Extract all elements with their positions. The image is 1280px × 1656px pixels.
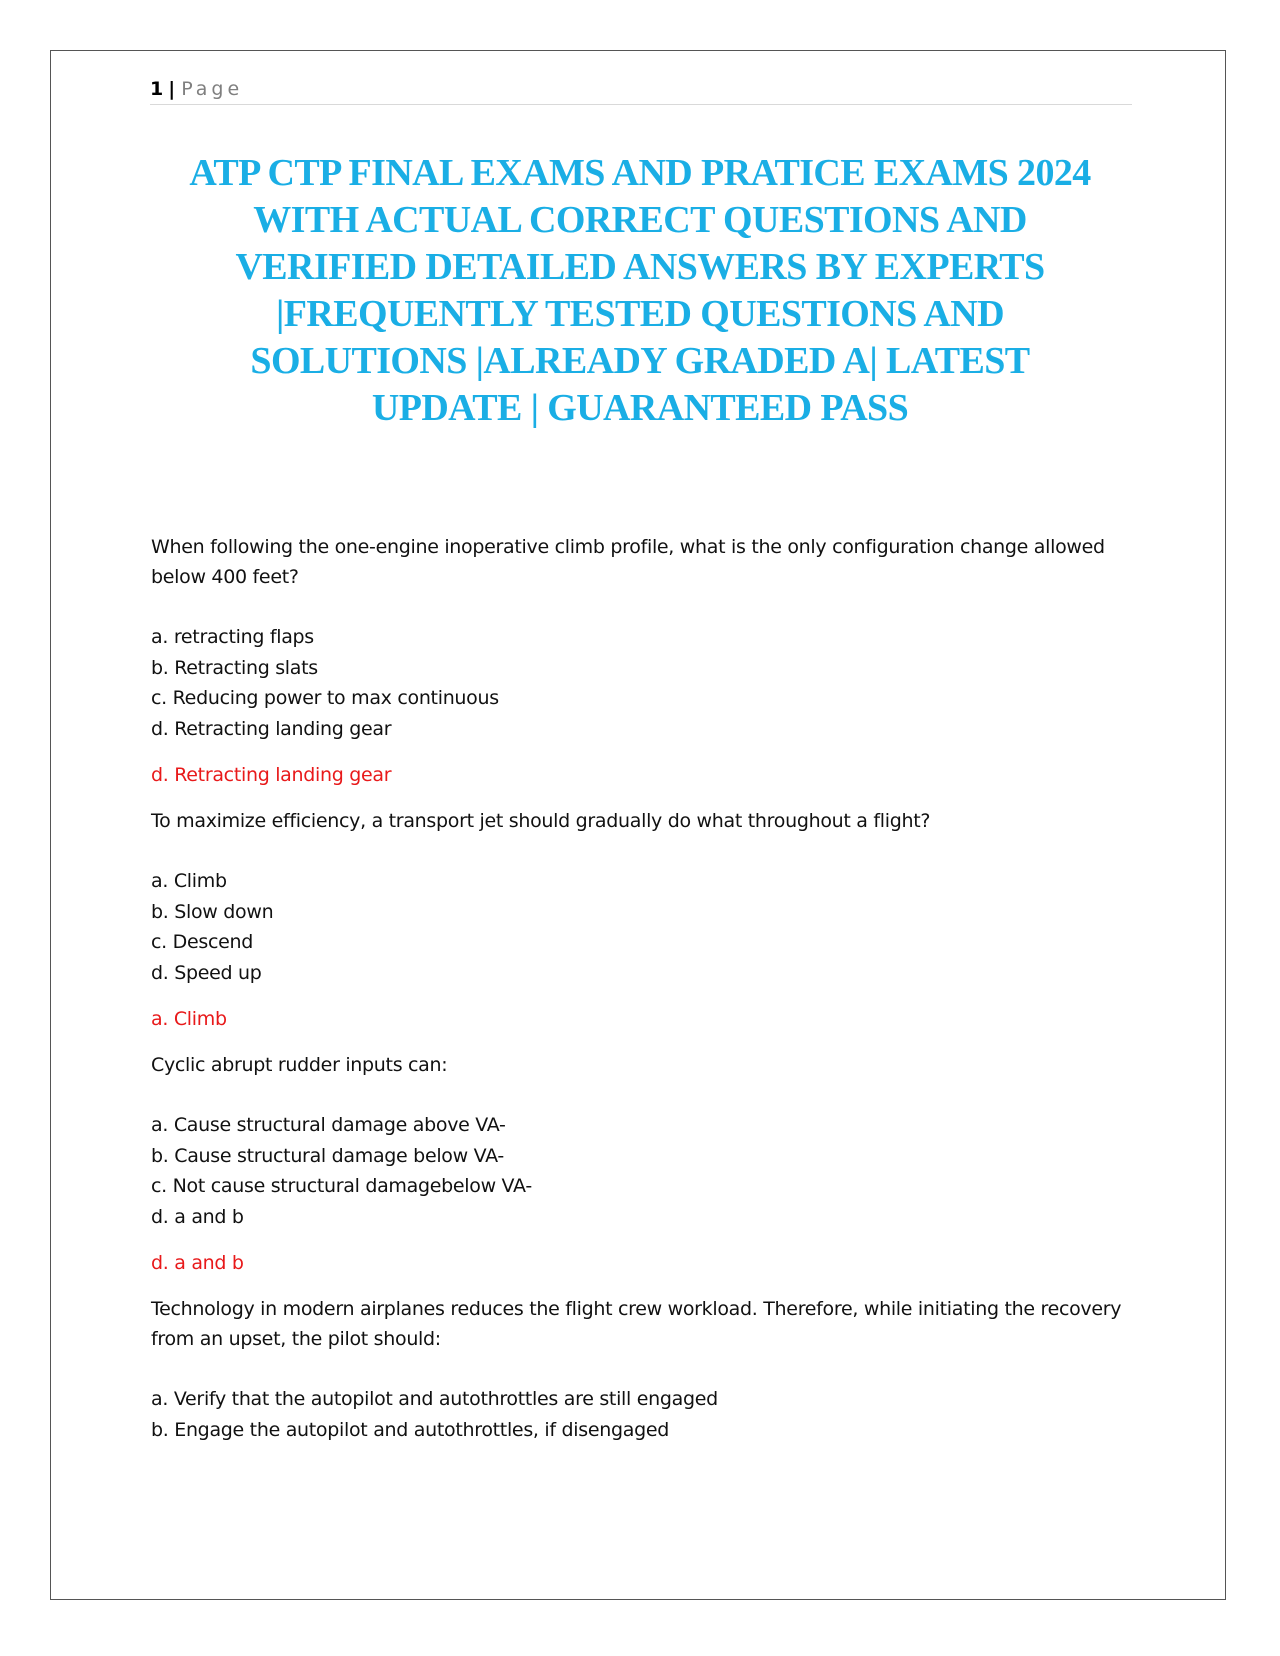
option-item: a. Cause structural damage above VA- (151, 1114, 506, 1136)
question-text: Technology in modern airplanes reduces the flight crew workload. Therefore, while initiating the recovery from an upset, the pilot should: (151, 1298, 1122, 1350)
option-item: d. Speed up (151, 961, 262, 984)
question-text: Cyclic abrupt rudder inputs can: (151, 1054, 448, 1076)
option-item: c. Descend (151, 931, 253, 953)
correct-answer: d. Retracting landing gear (151, 764, 392, 786)
question-block (151, 1294, 1136, 1445)
title-line: |FREQUENTLY TESTED QUESTIONS AND (276, 293, 1004, 335)
header-separator: | (168, 78, 176, 100)
question-text: When following the one-engine inoperative climb profile, what is the only configuration change allowed below 400 feet? (151, 536, 1105, 588)
correct-answer: a. Climb (151, 1008, 227, 1030)
option-list (151, 866, 1136, 988)
option-item: a. Climb (151, 870, 227, 892)
page-number: 1 (150, 78, 164, 100)
question-block (151, 806, 1136, 1034)
option-item: c. Reducing power to max continuous (151, 687, 499, 709)
title-line: ATP CTP FINAL EXAMS AND PRATICE EXAMS 2024 (189, 152, 1091, 194)
question-list (151, 532, 1136, 1445)
option-list (151, 622, 1136, 744)
question-block (151, 532, 1136, 790)
question-block (151, 1050, 1136, 1278)
question-text: To maximize efficiency, a transport jet should gradually do what throughout a flight? (151, 810, 931, 832)
option-item: b. Slow down (151, 900, 274, 923)
title-line: SOLUTIONS |ALREADY GRADED A| LATEST (250, 340, 1030, 382)
option-item: b. Engage the autopilot and autothrottles, if disengaged (151, 1418, 669, 1441)
option-item: d. Retracting landing gear (151, 717, 392, 740)
title-line: VERIFIED DETAILED ANSWERS BY EXPERTS (235, 246, 1045, 288)
page-header (150, 78, 1132, 105)
page-label: Page (181, 78, 244, 100)
title-line: UPDATE | GUARANTEED PASS (371, 387, 909, 429)
option-list (151, 1110, 1136, 1232)
option-item: c. Not cause structural damagebelow VA- (151, 1175, 532, 1197)
option-item: d. a and b (151, 1205, 244, 1228)
option-item: b. Cause structural damage below VA- (151, 1144, 504, 1167)
option-list (151, 1384, 1136, 1445)
option-item: b. Retracting slats (151, 656, 318, 679)
option-item: a. retracting flaps (151, 626, 314, 648)
title-line: WITH ACTUAL CORRECT QUESTIONS AND (253, 199, 1027, 241)
option-item: a. Verify that the autopilot and autothrottles are still engaged (151, 1388, 718, 1410)
document-title (145, 150, 1135, 432)
correct-answer: d. a and b (151, 1252, 244, 1274)
